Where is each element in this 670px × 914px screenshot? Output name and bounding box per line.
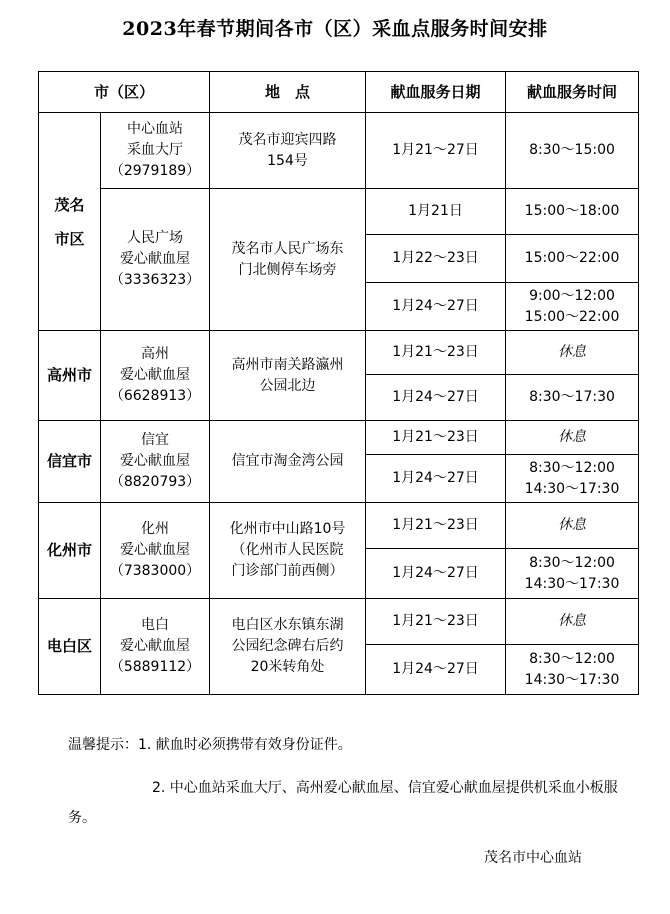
service-date: 1月21～27日	[366, 113, 506, 189]
table-row	[39, 331, 639, 375]
service-time: 8:30～12:00 14:30～17:30	[506, 455, 639, 503]
site-address: 化州市中山路10号 （化州市人民医院 门诊部门前西侧）	[210, 503, 366, 599]
service-time: 8:30～15:00	[506, 113, 639, 189]
table-row	[39, 113, 639, 189]
service-time-rest: 休息	[506, 503, 639, 549]
region-maoming: 茂名 市区	[39, 113, 101, 331]
site-name: 高州 爱心献血屋 （6628913）	[101, 331, 210, 421]
service-date: 1月21日	[366, 189, 506, 235]
site-address: 电白区水东镇东湖 公园纪念碑右后约 20米转角处	[210, 599, 366, 695]
service-time: 8:30～12:00 14:30～17:30	[506, 549, 639, 599]
service-time-rest: 休息	[506, 421, 639, 455]
region-xinyi: 信宜市	[39, 421, 101, 503]
site-name: 电白 爱心献血屋 （5889112）	[101, 599, 210, 695]
site-name: 化州 爱心献血屋 （7383000）	[101, 503, 210, 599]
site-address: 信宜市淘金湾公园	[210, 421, 366, 503]
site-name: 信宜 爱心献血屋 （8820793）	[101, 421, 210, 503]
service-date: 1月22～23日	[366, 235, 506, 283]
region-huazhou: 化州市	[39, 503, 101, 599]
service-time: 8:30～12:00 14:30～17:30	[506, 645, 639, 695]
site-name: 中心血站 采血大厅 （2979189）	[101, 113, 210, 189]
table-row	[39, 503, 639, 549]
schedule-table	[38, 71, 639, 695]
service-date: 1月21～23日	[366, 421, 506, 455]
service-date: 1月24～27日	[366, 283, 506, 331]
region-gaozhou: 高州市	[39, 331, 101, 421]
header-time: 献血服务时间	[506, 72, 639, 113]
service-time: 9:00～12:00 15:00～22:00	[506, 283, 639, 331]
region-dianbai: 电白区	[39, 599, 101, 695]
service-time-rest: 休息	[506, 599, 639, 645]
table-row	[39, 421, 639, 455]
note-2: 2. 中心血站采血大厅、高州爱心献血屋、信宜爱心献血屋提供机采血小板服务。	[68, 780, 618, 826]
note-1: 温馨提示：1. 献血时必须携带有效身份证件。	[68, 737, 352, 753]
page-title: 2023年春节期间各市（区）采血点服务时间安排	[122, 18, 548, 40]
signature: 茂名市中心血站	[484, 850, 582, 866]
service-time: 8:30～17:30	[506, 375, 639, 421]
table-row	[39, 599, 639, 645]
service-date: 1月21～23日	[366, 599, 506, 645]
table-row	[39, 189, 639, 235]
table-header-row	[39, 72, 639, 113]
site-address: 茂名市人民广场东 门北侧停车场旁	[210, 189, 366, 331]
service-time: 15:00～18:00	[506, 189, 639, 235]
site-address: 茂名市迎宾四路 154号	[210, 113, 366, 189]
header-date: 献血服务日期	[366, 72, 506, 113]
service-date: 1月21～23日	[366, 503, 506, 549]
header-location: 地 点	[210, 72, 366, 113]
service-date: 1月24～27日	[366, 455, 506, 503]
service-date: 1月24～27日	[366, 375, 506, 421]
service-date: 1月24～27日	[366, 645, 506, 695]
service-time-rest: 休息	[506, 331, 639, 375]
service-date: 1月24～27日	[366, 549, 506, 599]
site-name: 人民广场 爱心献血屋 （3336323）	[101, 189, 210, 331]
header-region: 市（区）	[39, 72, 210, 113]
site-address: 高州市南关路瀛州 公园北边	[210, 331, 366, 421]
service-date: 1月21～23日	[366, 331, 506, 375]
service-time: 15:00～22:00	[506, 235, 639, 283]
